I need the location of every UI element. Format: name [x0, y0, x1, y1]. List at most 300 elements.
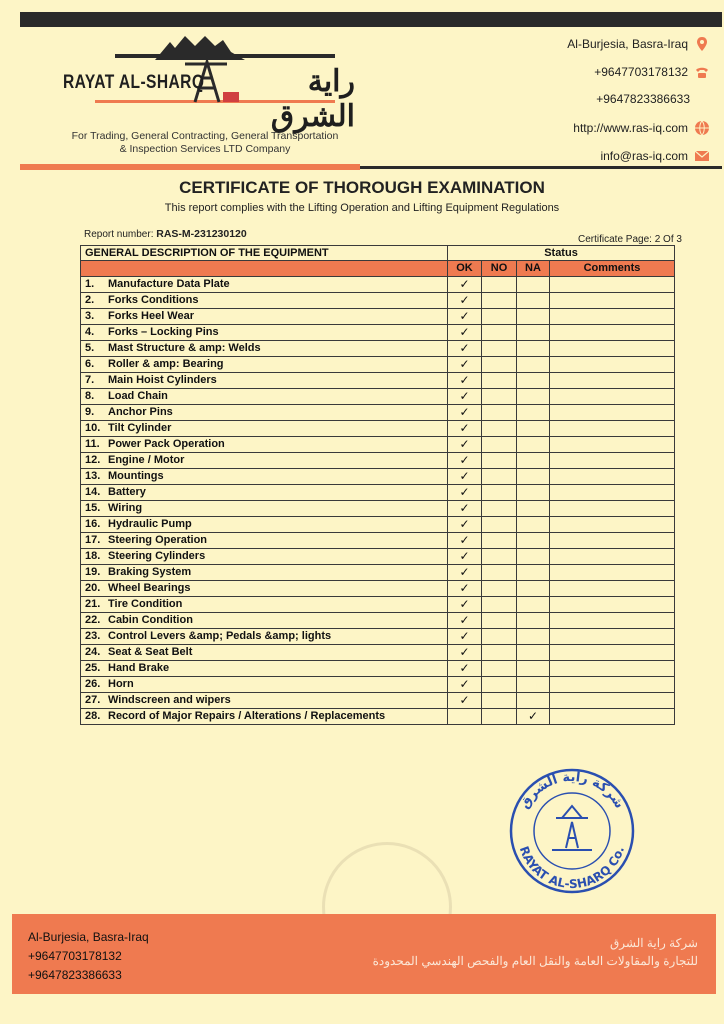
no-cell — [482, 596, 517, 612]
ok-cell — [448, 692, 482, 708]
item-description — [81, 452, 448, 468]
na-cell — [517, 676, 550, 692]
item-description — [81, 564, 448, 580]
no-cell — [482, 436, 517, 452]
tagline-line-2: & Inspection Services LTD Company — [119, 143, 291, 155]
location-pin-icon — [694, 36, 710, 52]
table-row — [81, 612, 675, 628]
website-text: http://www.ras-iq.com — [573, 121, 688, 135]
comments-cell — [550, 356, 675, 372]
checkmark-icon: ✓ — [459, 436, 470, 451]
table-row — [81, 388, 675, 404]
checkmark-icon: ✓ — [459, 548, 470, 563]
ok-cell — [448, 708, 482, 724]
item-label: Hand Brake — [108, 662, 170, 675]
comments-cell — [550, 324, 675, 340]
item-number: 1. — [85, 278, 95, 291]
item-label: Forks – Locking Pins — [108, 326, 219, 339]
table-row — [81, 548, 675, 564]
comments-cell — [550, 692, 675, 708]
item-number: 18. — [85, 550, 101, 563]
item-label: Tilt Cylinder — [108, 422, 172, 435]
item-label: Wheel Bearings — [108, 582, 191, 595]
item-number: 25. — [85, 662, 101, 675]
item-label: Mast Structure & amp: Welds — [108, 342, 261, 355]
item-number: 7. — [85, 374, 95, 387]
item-number: 3. — [85, 310, 95, 323]
table-row — [81, 596, 675, 612]
na-cell — [517, 532, 550, 548]
na-cell — [517, 356, 550, 372]
ok-cell — [448, 436, 482, 452]
table-row — [81, 308, 675, 324]
footer-phone-2: +9647823386633 — [28, 968, 122, 982]
item-number: 17. — [85, 534, 101, 547]
table-row — [81, 564, 675, 580]
ok-cell — [448, 612, 482, 628]
comments-cell — [550, 644, 675, 660]
na-cell — [517, 580, 550, 596]
ok-cell — [448, 372, 482, 388]
item-description — [81, 580, 448, 596]
item-label: Engine / Motor — [108, 454, 185, 467]
no-cell — [482, 276, 517, 292]
no-cell — [482, 340, 517, 356]
checkmark-icon: ✓ — [459, 692, 470, 707]
checkmark-icon: ✓ — [459, 484, 470, 499]
footer-services-arabic: للتجارة والمقاولات العامة والنقل العام والفحص الهندسي المحدودة — [372, 954, 698, 968]
envelope-icon — [694, 148, 710, 164]
header-divider-dark — [360, 166, 722, 169]
item-number: 27. — [85, 694, 101, 707]
na-cell — [517, 660, 550, 676]
item-number: 11. — [85, 438, 100, 451]
item-number: 2. — [85, 294, 95, 307]
ok-cell — [448, 500, 482, 516]
email-text: info@ras-iq.com — [600, 149, 688, 163]
table-row — [81, 500, 675, 516]
no-cell — [482, 548, 517, 564]
no-cell — [482, 532, 517, 548]
certificate-page-number: Certificate Page: 2 Of 3 — [578, 234, 682, 245]
na-cell — [517, 564, 550, 580]
table-row — [81, 708, 675, 724]
na-cell — [517, 276, 550, 292]
checkmark-icon: ✓ — [459, 564, 470, 579]
item-number: 5. — [85, 342, 95, 355]
item-description — [81, 612, 448, 628]
item-description — [81, 484, 448, 500]
item-description — [81, 468, 448, 484]
comments-column-header: Comments — [550, 261, 675, 276]
contact-website — [410, 120, 710, 136]
comments-cell — [550, 276, 675, 292]
na-cell — [517, 436, 550, 452]
table-row — [81, 660, 675, 676]
checkmark-icon: ✓ — [459, 308, 470, 323]
checkmark-icon: ✓ — [459, 324, 470, 339]
item-number: 8. — [85, 390, 95, 403]
na-cell — [517, 324, 550, 340]
phone-2-text: +9647823386633 — [596, 92, 690, 106]
item-label: Load Chain — [108, 390, 168, 403]
table-row — [81, 676, 675, 692]
footer-arabic — [373, 934, 698, 970]
no-cell — [482, 356, 517, 372]
comments-cell — [550, 372, 675, 388]
checkmark-icon: ✓ — [459, 660, 470, 675]
item-label: Mountings — [108, 470, 164, 483]
inspection-checklist-table — [80, 245, 675, 725]
no-cell — [482, 692, 517, 708]
item-description — [81, 596, 448, 612]
checkmark-icon: ✓ — [459, 372, 470, 387]
table-row — [81, 452, 675, 468]
tagline-line-1: For Trading, General Contracting, General Transportation — [71, 130, 339, 142]
no-cell — [482, 420, 517, 436]
ok-cell — [448, 308, 482, 324]
na-cell — [517, 420, 550, 436]
contact-phone-1 — [410, 64, 710, 80]
checkmark-icon: ✓ — [459, 532, 470, 547]
comments-cell — [550, 532, 675, 548]
no-cell — [482, 516, 517, 532]
no-cell — [482, 308, 517, 324]
item-number: 14. — [85, 486, 101, 499]
ok-cell — [448, 564, 482, 580]
item-description — [81, 372, 448, 388]
item-description — [81, 420, 448, 436]
item-label: Windscreen and wipers — [108, 694, 231, 707]
checkmark-icon: ✓ — [459, 356, 470, 371]
item-label: Forks Conditions — [108, 294, 199, 307]
comments-cell — [550, 708, 675, 724]
comments-cell — [550, 420, 675, 436]
ok-cell — [448, 468, 482, 484]
item-number: 12. — [85, 454, 101, 467]
comments-cell — [550, 404, 675, 420]
telephone-icon — [694, 64, 710, 80]
contact-address — [410, 36, 710, 52]
item-description — [81, 276, 448, 292]
item-number: 9. — [85, 406, 95, 419]
na-cell — [517, 548, 550, 564]
comments-cell — [550, 436, 675, 452]
na-cell — [517, 500, 550, 516]
table-row — [81, 580, 675, 596]
item-description — [81, 340, 448, 356]
na-cell — [517, 340, 550, 356]
no-cell — [482, 676, 517, 692]
ok-cell — [448, 628, 482, 644]
item-description — [81, 548, 448, 564]
no-cell — [482, 660, 517, 676]
item-label: Anchor Pins — [108, 406, 173, 419]
item-number: 24. — [85, 646, 101, 659]
comments-cell — [550, 500, 675, 516]
status-header: Status — [448, 246, 675, 261]
item-label: Control Levers &amp; Pedals &amp; lights — [108, 630, 332, 643]
table-row — [81, 516, 675, 532]
na-cell — [517, 692, 550, 708]
report-number — [84, 228, 247, 240]
na-cell — [517, 308, 550, 324]
ok-cell — [448, 596, 482, 612]
na-cell — [517, 628, 550, 644]
na-cell — [517, 388, 550, 404]
footer-company-arabic: شركة راية الشرق — [609, 936, 698, 950]
table-row — [81, 356, 675, 372]
ok-cell — [448, 548, 482, 564]
table-row — [81, 420, 675, 436]
na-cell — [517, 612, 550, 628]
item-label: Battery — [108, 486, 146, 499]
description-header: GENERAL DESCRIPTION OF THE EQUIPMENT — [81, 246, 448, 261]
ok-cell — [448, 388, 482, 404]
checkmark-icon: ✓ — [459, 580, 470, 595]
comments-cell — [550, 388, 675, 404]
item-description — [81, 292, 448, 308]
item-label: Hydraulic Pump — [108, 518, 192, 531]
item-label: Horn — [108, 678, 134, 691]
table-header-row — [81, 246, 675, 261]
item-description — [81, 500, 448, 516]
description-header-blank — [81, 261, 448, 276]
no-cell — [482, 644, 517, 660]
company-logo — [55, 32, 355, 132]
no-cell — [482, 388, 517, 404]
item-number: 19. — [85, 566, 101, 579]
item-label: Seat & Seat Belt — [108, 646, 193, 659]
company-tagline — [40, 130, 370, 156]
checkmark-icon: ✓ — [459, 420, 470, 435]
report-number-label: Report number: — [84, 229, 154, 240]
item-number: 23. — [85, 630, 101, 643]
item-number: 6. — [85, 358, 95, 371]
comments-cell — [550, 484, 675, 500]
comments-cell — [550, 468, 675, 484]
table-row — [81, 692, 675, 708]
no-cell — [482, 404, 517, 420]
comments-cell — [550, 340, 675, 356]
comments-cell — [550, 628, 675, 644]
na-cell — [517, 516, 550, 532]
checkmark-icon: ✓ — [459, 596, 470, 611]
table-row — [81, 484, 675, 500]
na-cell — [517, 708, 550, 724]
na-column-header: NA — [517, 261, 550, 276]
item-description — [81, 692, 448, 708]
item-label: Manufacture Data Plate — [108, 278, 230, 291]
item-number: 15. — [85, 502, 101, 515]
na-cell — [517, 596, 550, 612]
item-label: Tire Condition — [108, 598, 183, 611]
phone-1-text: +9647703178132 — [594, 65, 688, 79]
footer-bar — [12, 914, 716, 994]
table-row — [81, 532, 675, 548]
top-dark-bar — [20, 12, 722, 27]
ok-cell — [448, 324, 482, 340]
certificate-subtitle: This report complies with the Lifting Operation and Lifting Equipment Regulations — [164, 202, 560, 214]
ok-column-header: OK — [448, 261, 482, 276]
table-subheader-row — [81, 261, 675, 276]
item-number: 13. — [85, 470, 101, 483]
no-cell — [482, 708, 517, 724]
ok-cell — [448, 676, 482, 692]
footer-address: Al-Burjesia, Basra-Iraq — [28, 930, 149, 944]
comments-cell — [550, 596, 675, 612]
item-description — [81, 532, 448, 548]
item-number: 28. — [85, 710, 101, 723]
comments-cell — [550, 612, 675, 628]
ok-cell — [448, 356, 482, 372]
item-description — [81, 644, 448, 660]
item-label: Forks Heel Wear — [108, 310, 195, 323]
checkmark-icon: ✓ — [459, 500, 470, 515]
item-description — [81, 708, 448, 724]
no-cell — [482, 628, 517, 644]
na-cell — [517, 372, 550, 388]
item-description — [81, 404, 448, 420]
certificate-title: CERTIFICATE OF THOROUGH EXAMINATION — [179, 178, 545, 197]
svg-text:شركة راية الشرق: شركة راية الشرق — [517, 769, 627, 812]
item-number: 4. — [85, 326, 95, 339]
checkmark-icon: ✓ — [459, 388, 470, 403]
ok-cell — [448, 452, 482, 468]
no-cell — [482, 292, 517, 308]
table-row — [81, 340, 675, 356]
item-label: Main Hoist Cylinders — [108, 374, 217, 387]
footer-contact — [28, 928, 149, 985]
logo-english-name: RAYAT AL-SHARQ — [63, 72, 205, 93]
no-cell — [482, 500, 517, 516]
checkmark-icon: ✓ — [527, 708, 539, 723]
item-number: 16. — [85, 518, 101, 531]
item-description — [81, 356, 448, 372]
checkmark-icon: ✓ — [459, 276, 470, 291]
comments-cell — [550, 308, 675, 324]
address-text: Al-Burjesia, Basra-Iraq — [567, 37, 688, 51]
contact-email — [410, 148, 710, 164]
checkmark-icon: ✓ — [459, 340, 470, 355]
na-cell — [517, 644, 550, 660]
ok-cell — [448, 340, 482, 356]
item-description — [81, 516, 448, 532]
ok-cell — [448, 644, 482, 660]
svg-text:RAYAT AL-SHARQ Co.: RAYAT AL-SHARQ Co. — [516, 844, 628, 892]
na-cell — [517, 404, 550, 420]
footer-phone-1: +9647703178132 — [28, 949, 122, 963]
item-label: Power Pack Operation — [108, 438, 225, 451]
ok-cell — [448, 404, 482, 420]
item-label: Braking System — [108, 566, 192, 579]
item-number: 21. — [85, 598, 101, 611]
comments-cell — [550, 452, 675, 468]
table-row — [81, 324, 675, 340]
checkmark-icon: ✓ — [459, 612, 470, 627]
item-description — [81, 436, 448, 452]
na-cell — [517, 468, 550, 484]
item-label: Roller & amp: Bearing — [108, 358, 224, 371]
table-row — [81, 292, 675, 308]
checkmark-icon: ✓ — [459, 292, 470, 307]
report-number-value: RAS-M-231230120 — [156, 228, 247, 240]
comments-cell — [550, 516, 675, 532]
item-label: Record of Major Repairs / Alterations / Replacements — [108, 710, 386, 723]
item-label: Steering Operation — [108, 534, 208, 547]
no-column-header: NO — [482, 261, 517, 276]
ok-cell — [448, 660, 482, 676]
item-label: Wiring — [108, 502, 143, 515]
table-row — [81, 404, 675, 420]
item-description — [81, 308, 448, 324]
item-description — [81, 660, 448, 676]
ok-cell — [448, 516, 482, 532]
ok-cell — [448, 420, 482, 436]
comments-cell — [550, 580, 675, 596]
no-cell — [482, 484, 517, 500]
item-description — [81, 324, 448, 340]
comments-cell — [550, 676, 675, 692]
globe-icon — [694, 120, 710, 136]
no-cell — [482, 580, 517, 596]
na-cell — [517, 484, 550, 500]
no-cell — [482, 372, 517, 388]
table-row — [81, 644, 675, 660]
checkmark-icon: ✓ — [459, 468, 470, 483]
comments-cell — [550, 548, 675, 564]
no-cell — [482, 612, 517, 628]
ok-cell — [448, 580, 482, 596]
ok-cell — [448, 532, 482, 548]
table-row — [81, 628, 675, 644]
checkmark-icon: ✓ — [459, 644, 470, 659]
checkmark-icon: ✓ — [459, 452, 470, 467]
item-number: 22. — [85, 614, 101, 627]
no-cell — [482, 324, 517, 340]
item-label: Cabin Condition — [108, 614, 193, 627]
checkmark-icon: ✓ — [459, 404, 470, 419]
company-stamp — [504, 768, 640, 894]
ok-cell — [448, 484, 482, 500]
checkmark-icon: ✓ — [459, 676, 470, 691]
checkmark-icon: ✓ — [459, 628, 470, 643]
item-description — [81, 388, 448, 404]
table-row — [81, 436, 675, 452]
ok-cell — [448, 276, 482, 292]
no-cell — [482, 452, 517, 468]
item-number: 20. — [85, 582, 101, 595]
item-description — [81, 628, 448, 644]
comments-cell — [550, 292, 675, 308]
item-number: 10. — [85, 422, 101, 435]
no-cell — [482, 564, 517, 580]
item-description — [81, 676, 448, 692]
table-row — [81, 276, 675, 292]
na-cell — [517, 452, 550, 468]
header-divider-orange — [20, 164, 360, 170]
checkmark-icon: ✓ — [459, 516, 470, 531]
logo-arabic-name: راية الشرق — [270, 65, 355, 133]
na-cell — [517, 292, 550, 308]
table-row — [81, 468, 675, 484]
contact-phone-2 — [390, 92, 690, 106]
ok-cell — [448, 292, 482, 308]
item-number: 26. — [85, 678, 101, 691]
comments-cell — [550, 660, 675, 676]
item-label: Steering Cylinders — [108, 550, 206, 563]
table-row — [81, 372, 675, 388]
